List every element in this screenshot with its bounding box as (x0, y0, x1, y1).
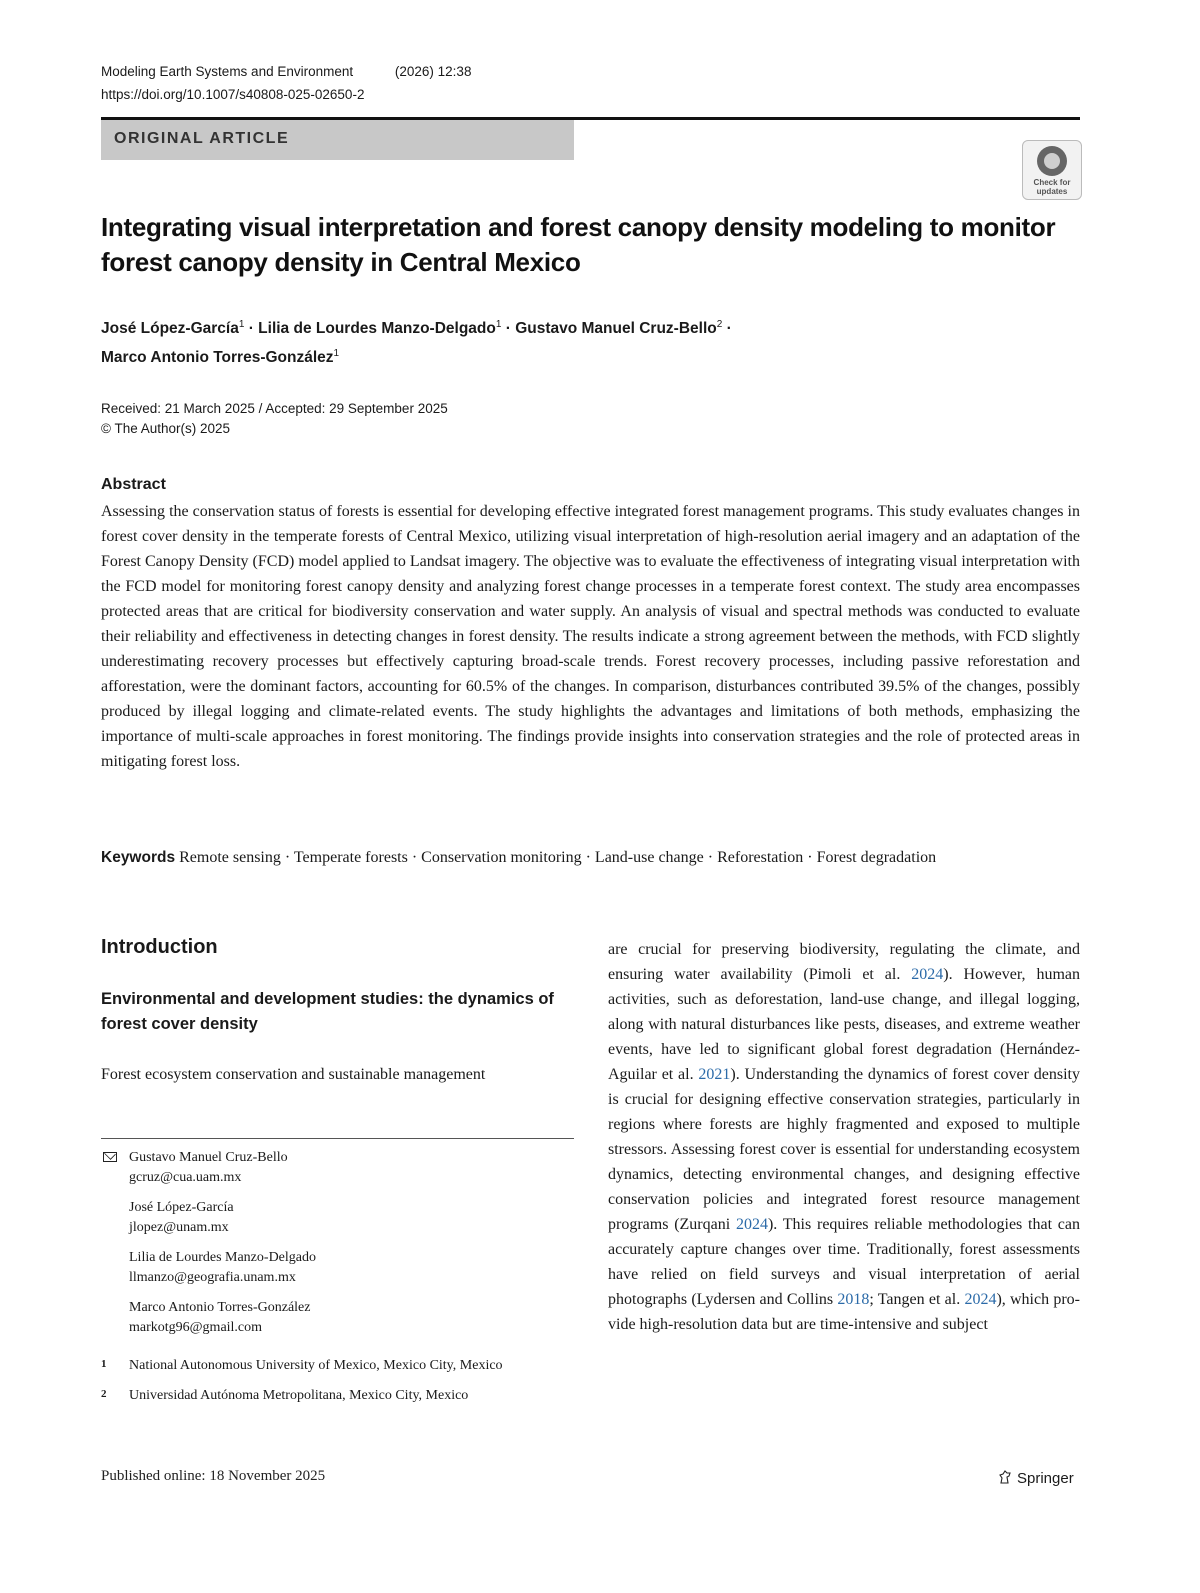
citation-lydersen-2018[interactable]: 2018 (837, 1291, 870, 1308)
publisher-name: Springer (1017, 1470, 1074, 1487)
author-3[interactable]: Gustavo Manuel Cruz-Bello$^2$ (515, 319, 723, 338)
springer-horse-icon (998, 1470, 1012, 1484)
article-dates (101, 399, 448, 439)
envelope-icon (103, 1152, 117, 1162)
contact-name: José López-García (129, 1200, 234, 1215)
abstract-heading: Abstract (101, 476, 166, 493)
keywords-list: Remote sensing · Temperate forests · Conservation monitoring · Land-use change · Reforestation · Forest degradation (179, 849, 937, 866)
author-4[interactable]: Marco Antonio Torres-González$^1$ (101, 348, 340, 367)
article-title: Integrating visual interpretation and forest canopy density modeling to monitor forest canopy density in Central Mexico (101, 212, 1056, 277)
publisher-logo (998, 1470, 1074, 1487)
article-type-label: ORIGINAL ARTICLE (114, 130, 290, 147)
journal-name: Modeling Earth Systems and Environment (101, 64, 354, 79)
citation-zurqani-2024[interactable]: 2024 (735, 1216, 768, 1233)
published-online: Published online: 18 November 2025 (101, 1468, 326, 1484)
affiliation-number: 1 (101, 1358, 107, 1370)
contact-entry (101, 1248, 574, 1288)
doi-link[interactable]: https://doi.org/10.1007/s40808-025-02650-2 (101, 87, 365, 102)
received-accepted: Received: 21 March 2025 / Accepted: 29 September 2025 (101, 401, 448, 416)
check-updates-icon (1037, 146, 1067, 176)
corresponding-contacts (101, 1148, 574, 1416)
introduction-heading: Introduction (101, 936, 218, 958)
abstract-text: Assessing the conservation status of forests is essential for developing effective integrated forest management programs. This study evaluates changes in forest cover density in the temperate forests of Central Mexico, utilizing visual interpretation of high-resolution aerial imagery and an adaptation of the Forest Canopy Density (FCD) model applied to Landsat imagery. The objective was to evaluate the effectiveness of integrating visual interpretation with the FCD model for monitoring forest canopy density and analyzing forest change processes in a temperate forest context. The study area encompasses protected areas that are critical for biodiversity conservation and water supply. An analysis of visual and spectral methods was conducted to evaluate their reliability and effectiveness in detecting changes in forest density. The results indicate a strong agreement between the methods, with FCD slightly underestimating recovery processes but effectively capturing broad-scale trends. Forest recovery processes, including passive reforestation and afforestation, were the dominant factors, accounting for 60.5% of the changes. In comparison, disturbances contributed 39.5% of the changes, possibly produced by illegal logging and climate-related events. The study highlights the advantages and limitations of both methods, emphasizing the importance of multi-scale approaches in forest monitoring. The findings provide insights into conservation strategies and the role of protected areas in mitigating forest loss. (101, 503, 1080, 770)
affiliation-number: 2 (101, 1388, 107, 1400)
section-subheading: Environmental and development studies: the dynamics of forest cover density (101, 990, 554, 1033)
keywords-heading: Keywords (101, 849, 176, 866)
citation-tangen-2024[interactable]: 2024 (964, 1291, 997, 1308)
journal-header (101, 64, 471, 79)
contact-entry (101, 1298, 574, 1338)
contact-entry (101, 1148, 574, 1188)
affiliation-text: Universidad Autónoma Metropolitana, Mexico City, Mexico (129, 1388, 469, 1403)
intro-paragraph-start: Forest ecosystem conservation and sustainable management (101, 1066, 486, 1083)
check-for-updates-badge[interactable] (1022, 140, 1082, 200)
journal-issue: (2026) 12:38 (394, 64, 472, 79)
affiliation-text: National Autonomous University of Mexico, Mexico City, Mexico (129, 1358, 503, 1373)
citation-pimoli-2024[interactable]: 2024 (911, 966, 944, 983)
author-2[interactable]: Lilia de Lourdes Manzo-Delgado$^1$ (258, 319, 502, 338)
affiliation-1 (101, 1356, 574, 1376)
footnote-rule (101, 1138, 574, 1139)
contact-email[interactable]: llmanzo@geografia.unam.mx (129, 1270, 296, 1285)
contact-name: Lilia de Lourdes Manzo-Delgado (129, 1250, 316, 1265)
article-type-banner (101, 120, 574, 160)
intro-paragraph-continued: are crucial for preserving biodiversity, regulating the climate, and ensuring water availability (Pimoli et al. 2024). However, human activities, such as deforestation, land-use change, and illegal logging, along with natural disturbances like pests, diseases, and extreme weather events, have led to significant global forest degradation (Hernández-Aguilar et al. 2021). Understanding the dynamics of forest cover density is crucial for designing effective conservation strategies, particularly in regions where forests are highly fragmented and exposed to multiple stressors. Assessing forest cover is essential for understanding ecosystem dynamics, detecting environmental changes, and designing effective conservation policies and integrated forest resource management programs (Zurqani 2024). This requires reliable methodologies that can accurately capture changes over time. Traditionally, forest assessments have relied on field surveys and visual interpretation of aerial photographs (Lydersen and Collins 2018; Tangen et al. 2024), which provide high-resolution data but are time-intensive and subject (608, 941, 1081, 1333)
contact-entry (101, 1198, 574, 1238)
copyright-notice: © The Author(s) 2025 (101, 421, 231, 436)
contact-name: Gustavo Manuel Cruz-Bello (129, 1150, 288, 1165)
contact-email[interactable]: markotg96@gmail.com (129, 1320, 263, 1335)
citation-hernandez-2021[interactable]: 2021 (698, 1066, 731, 1083)
contact-name: Marco Antonio Torres-González (129, 1300, 311, 1315)
keywords (101, 845, 1080, 870)
author-list: José López-García$^1$ · Lilia de Lourdes Manzo-Delgado$^1$ · Gustavo Manuel Cruz-Bello$^2$ · Marco Antonio Torres-González$^1$ (101, 319, 732, 367)
contact-email[interactable]: gcruz@cua.uam.mx (129, 1170, 242, 1185)
check-updates-label: Check for updates (1033, 178, 1071, 196)
contact-email[interactable]: jlopez@unam.mx (129, 1220, 229, 1235)
author-1[interactable]: José López-García$^1$ (101, 319, 245, 338)
affiliation-2 (101, 1386, 574, 1406)
